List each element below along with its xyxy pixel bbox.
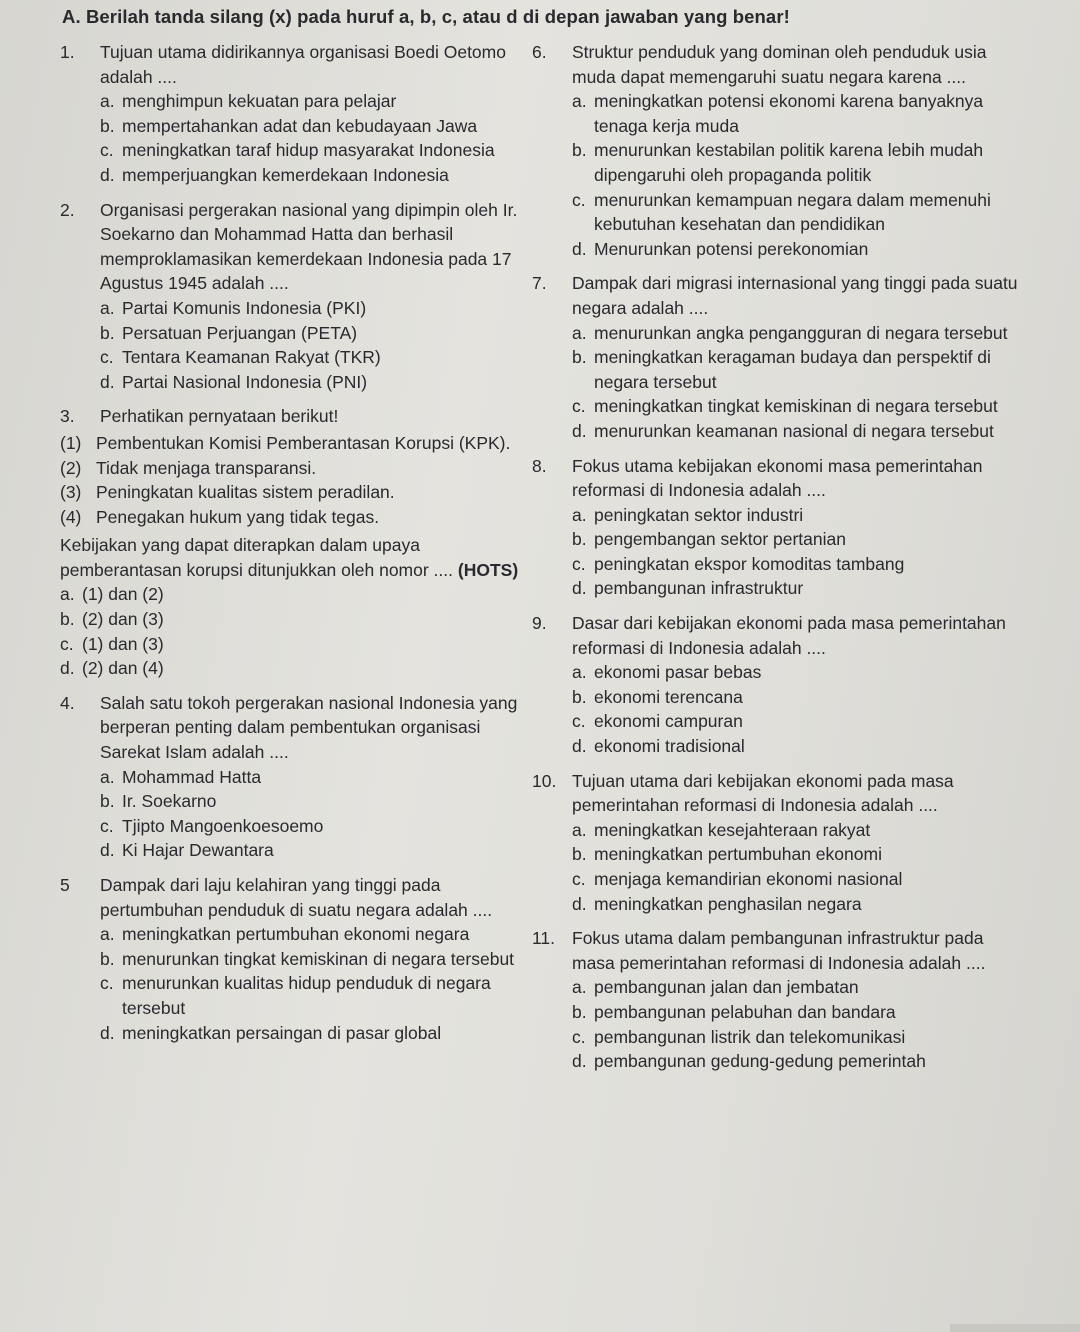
option-c[interactable]: c. menjaga kemandirian ekonomi nasional xyxy=(572,869,903,889)
option-b[interactable]: b. meningkatkan keragaman budaya dan perspektif di negara tersebut xyxy=(572,347,991,392)
question-stem: Tujuan utama didirikannya organisasi Boedi Oetomo adalah .... xyxy=(100,42,506,87)
question-1 xyxy=(60,40,528,188)
option-a[interactable]: a. ekonomi pasar bebas xyxy=(572,662,762,683)
option-d[interactable]: d. Menurunkan potensi perekonomian xyxy=(572,238,869,259)
question-3-body xyxy=(60,431,528,681)
question-number: 5 xyxy=(60,875,70,895)
question-7 xyxy=(532,271,1027,443)
question-8 xyxy=(532,454,1027,602)
option-c[interactable]: c. menurunkan kualitas hidup penduduk di negara tersebut xyxy=(100,973,491,1018)
statement-3: (3) Peningkatan kualitas sistem peradilan. xyxy=(60,482,395,503)
option-c[interactable]: c. pembangunan listrik dan telekomunikasi xyxy=(572,1026,906,1047)
option-a[interactable]: a. meningkatkan kesejahteraan rakyat xyxy=(572,819,871,840)
option-b[interactable]: b. pengembangan sektor pertanian xyxy=(572,529,846,550)
question-number: 2. xyxy=(60,199,75,220)
question-4 xyxy=(60,691,528,863)
option-a[interactable]: a. peningkatan sektor industri xyxy=(572,504,804,525)
option-a[interactable]: a. Mohammad Hatta xyxy=(100,766,262,787)
question-number: 3. xyxy=(60,406,75,427)
question-number: 8. xyxy=(532,455,547,476)
option-d[interactable]: d. ekonomi tradisional xyxy=(572,736,745,757)
option-a[interactable]: a. meningkatkan potensi ekonomi karena banyaknya tenaga kerja muda xyxy=(572,91,984,136)
question-stem: Dampak dari laju kelahiran yang tinggi pada pertumbuhan penduduk di suatu negara adalah .... xyxy=(100,875,493,920)
question-10 xyxy=(532,769,1027,917)
option-b[interactable]: b. Persatuan Perjuangan (PETA) xyxy=(100,322,358,343)
question-stem: Perhatikan pernyataan berikut! xyxy=(100,406,339,427)
option-b[interactable]: b. Ir. Soekarno xyxy=(100,791,217,812)
option-a[interactable]: a. (1) dan (2) xyxy=(60,584,164,605)
question-number: 1. xyxy=(60,42,75,62)
option-c[interactable]: c. Tentara Keamanan Rakyat (TKR) xyxy=(100,347,381,368)
question-stem: Fokus utama dalam pembangunan infrastruktur pada masa pemerintahan reformasi di Indonesia adalah .... xyxy=(572,928,986,973)
option-b[interactable]: b. (2) dan (3) xyxy=(60,609,164,630)
option-c[interactable]: c. ekonomi campuran xyxy=(572,711,743,732)
left-column xyxy=(60,40,528,1053)
option-a[interactable]: a. pembangunan jalan dan jembatan xyxy=(572,977,859,998)
option-d[interactable]: d. pembangunan infrastruktur xyxy=(572,578,804,599)
option-c[interactable]: c. meningkatkan taraf hidup masyarakat Indonesia xyxy=(100,140,495,161)
option-a[interactable]: a. menurunkan angka pengangguran di negara tersebut xyxy=(572,322,1008,343)
question-stem: Struktur penduduk yang dominan oleh penduduk usia muda dapat memengaruhi suatu negara karena .... xyxy=(572,42,987,87)
option-d[interactable]: d. menurunkan keamanan nasional di negara tersebut xyxy=(572,420,994,441)
section-heading: A. Berilah tanda silang (x) pada huruf a, b, c, atau d di depan jawaban yang benar! xyxy=(62,6,790,27)
question-2 xyxy=(60,198,528,395)
option-d[interactable]: d. meningkatkan penghasilan negara xyxy=(572,893,862,914)
question-stem: Tujuan utama dari kebijakan ekonomi pada masa pemerintahan reformasi di Indonesia adalah .... xyxy=(572,770,954,816)
question-6 xyxy=(532,40,1027,261)
option-c[interactable]: c. (1) dan (3) xyxy=(60,633,164,654)
option-a[interactable]: a. menghimpun kekuatan para pelajar xyxy=(100,91,397,112)
question-5 xyxy=(60,873,528,1045)
question-stem: Dasar dari kebijakan ekonomi pada masa pemerintahan reformasi di Indonesia adalah .... xyxy=(572,613,1006,658)
option-b[interactable]: b. pembangunan pelabuhan dan bandara xyxy=(572,1001,896,1022)
option-b[interactable]: b. mempertahankan adat dan kebudayaan Jawa xyxy=(100,115,478,136)
hots-tag: (HOTS) xyxy=(457,559,519,580)
option-d[interactable]: d. (2) dan (4) xyxy=(60,658,164,679)
option-a[interactable]: a. meningkatkan pertumbuhan ekonomi negara xyxy=(100,924,470,945)
question-9 xyxy=(532,611,1027,759)
statement-4: (4) Penegakan hukum yang tidak tegas. xyxy=(60,506,380,527)
question-number: 10. xyxy=(532,770,557,791)
question-11 xyxy=(532,926,1027,1074)
statement-1: (1) Pembentukan Komisi Pemberantasan Korupsi (KPK). xyxy=(60,432,511,453)
question-stem: Organisasi pergerakan nasional yang dipimpin oleh Ir. Soekarno dan Mohammad Hatta dan berhasil memproklamasikan kemerdekaan Indonesia pada 17 Agustus 1945 adalah .... xyxy=(100,199,518,294)
option-d[interactable]: d. memperjuangkan kemerdekaan Indonesia xyxy=(100,164,449,185)
option-b[interactable]: b. menurunkan tingkat kemiskinan di negara tersebut xyxy=(100,948,515,969)
question-stem: Salah satu tokoh pergerakan nasional Indonesia yang berperan penting dalam pembentukan organisasi Sarekat Islam adalah .... xyxy=(100,692,518,763)
option-c[interactable]: c. menurunkan kemampuan negara dalam memenuhi kebutuhan kesehatan dan pendidikan xyxy=(572,189,991,235)
question-stem: Dampak dari migrasi internasional yang tinggi pada suatu negara adalah .... xyxy=(572,273,1018,318)
question-number: 7. xyxy=(532,273,547,294)
statement-2: (2) Tidak menjaga transparansi. xyxy=(60,457,317,478)
edge-stripe xyxy=(950,1324,1080,1332)
option-d[interactable]: d. Partai Nasional Indonesia (PNI) xyxy=(100,371,368,392)
option-d[interactable]: d. Ki Hajar Dewantara xyxy=(100,840,274,861)
option-b[interactable]: b. menurunkan kestabilan politik karena lebih mudah dipengaruhi oleh propaganda politik xyxy=(572,140,984,185)
option-a[interactable]: a. Partai Komunis Indonesia (PKI) xyxy=(100,297,367,318)
right-column xyxy=(532,40,1027,1082)
option-d[interactable]: d. meningkatkan persaingan di pasar global xyxy=(100,1022,442,1043)
option-b[interactable]: b. ekonomi terencana xyxy=(572,686,743,707)
question-number: 11. xyxy=(532,928,556,949)
option-c[interactable]: c. meningkatkan tingkat kemiskinan di negara tersebut xyxy=(572,396,998,417)
question-number: 4. xyxy=(60,692,75,713)
question-number: 9. xyxy=(532,613,547,634)
question-3 xyxy=(60,404,528,429)
option-c[interactable]: c. Tjipto Mangoenkoesoemo xyxy=(100,815,324,836)
question-followup: Kebijakan yang dapat diterapkan dalam upaya pemberantasan korupsi ditunjukkan oleh nomor .... (HOTS) xyxy=(60,535,519,580)
option-d[interactable]: d. pembangunan gedung-gedung pemerintah xyxy=(572,1051,926,1072)
option-b[interactable]: b. meningkatkan pertumbuhan ekonomi xyxy=(572,844,882,865)
question-number: 6. xyxy=(532,42,547,62)
question-stem: Fokus utama kebijakan ekonomi masa pemerintahan reformasi di Indonesia adalah .... xyxy=(572,455,983,501)
option-c[interactable]: c. peningkatan ekspor komoditas tambang xyxy=(572,553,905,574)
